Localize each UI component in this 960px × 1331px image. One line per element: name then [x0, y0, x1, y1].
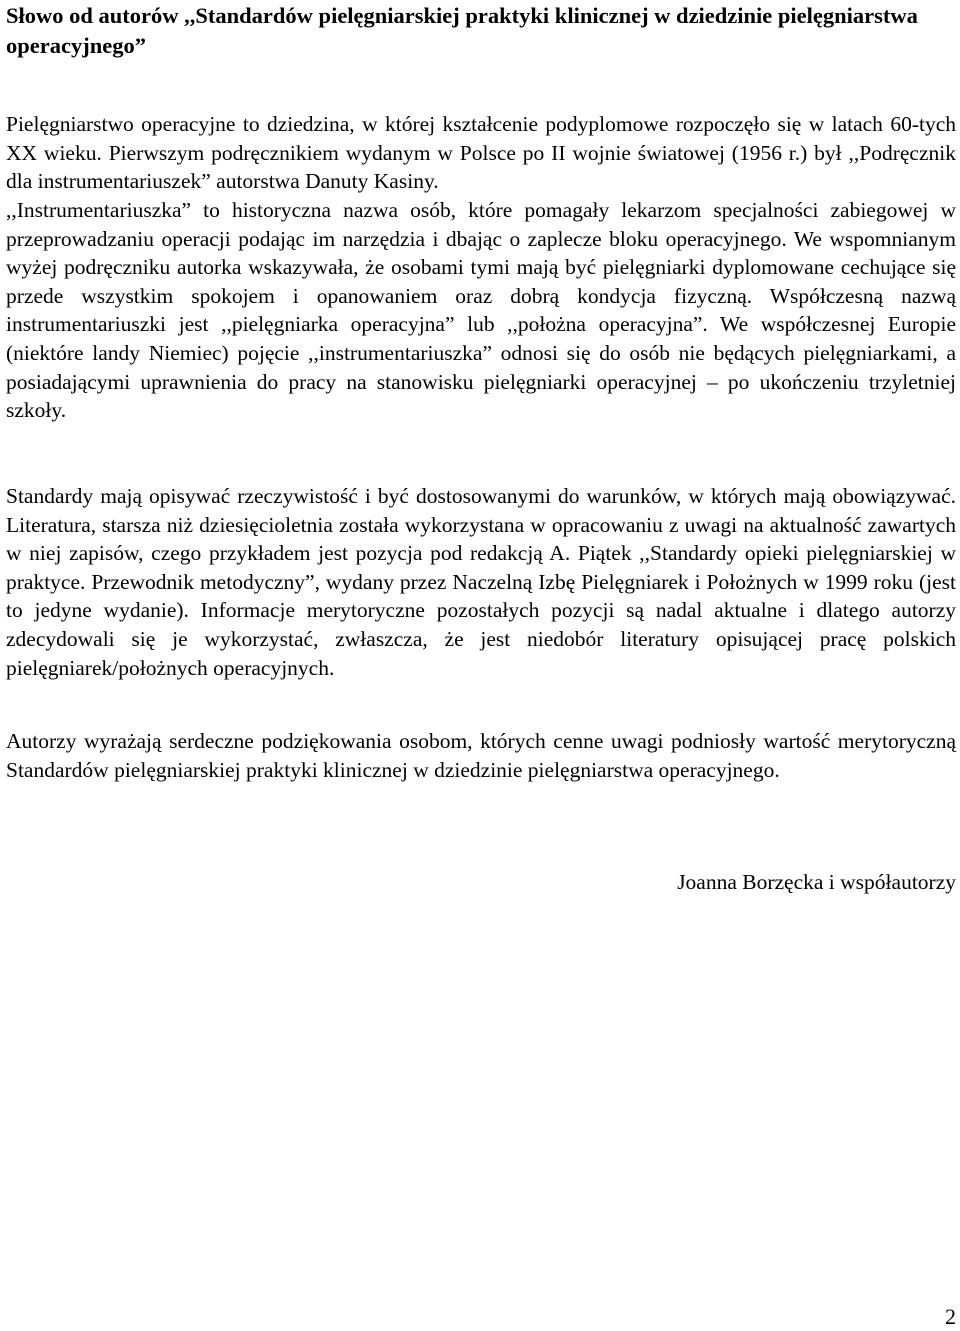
document-heading: Słowo od autorów ,,Standardów pielęgniarskiej praktyki klinicznej w dziedzinie pielęgniarstwa operacyjnego”: [6, 3, 918, 58]
paragraph-instrumentariuszka: ,,Instrumentariuszka” to historyczna nazwa osób, które pomagały lekarzom specjalności zabiegowej w przeprowadzaniu operacji podając im narzędzia i dbając o zaplecze bloku operacyjnego. We wspomnianym wyżej podręczniku autorka wskazywała, że osobami tymi mają być pielęgniarki dyplomowane cechujące się przede wszystkim spokojem i opanowaniem oraz dobrą kondycja fizyczną. Współczesną nazwą instrumentariuszki jest ,,pielęgniarka operacyjna” lub ,,położna operacyjna”. We współczesnej Europie (niektóre landy Niemiec) pojęcie ,,instrumentariuszka” odnosi się do osób nie będących pielęgniarkami, a posiadającymi uprawnienia do pracy na stanowisku pielęgniarki operacyjnej – po ukończeniu trzyletniej szkoły.: [6, 198, 956, 423]
signature: Joanna Borzęcka i współautorzy: [677, 870, 956, 894]
paragraph-acknowledgements: Autorzy wyrażają serdeczne podziękowania osobom, których cenne uwagi podniosły wartość merytoryczną Standardów pielęgniarskiej praktyki klinicznej w dziedzinie pielęgniarstwa operacyjnego.: [6, 729, 956, 782]
page-content: [6, 0, 956, 1329]
page-number: 2: [945, 1304, 956, 1329]
paragraph-standards: Standardy mają opisywać rzeczywistość i być dostosowanymi do warunków, w których mają obowiązywać. Literatura, starsza niż dziesięcioletnia została wykorzystana w opracowaniu z uwagi na aktualność zawartych w niej zapisów, czego przykładem jest pozycja pod redakcją A. Piątek ,,Standardy opieki pielęgniarskiej w praktyce. Przewodnik metodyczny”, wydany przez Naczelną Izbę Pielęgniarek i Położnych w 1999 roku (jest to jedyne wydanie). Informacje merytoryczne pozostałych pozycji są nadal aktualne i dlatego autorzy zdecydowali się je wykorzystać, zwłaszcza, że jest niedobór literatury opisującej pracę polskich pielęgniarek/położnych operacyjnych.: [6, 484, 956, 680]
paragraph-history: Pielęgniarstwo operacyjne to dziedzina, w której kształcenie podyplomowe rozpoczęło się w latach 60-tych XX wieku. Pierwszym podręcznikiem wydanym w Polsce po II wojnie światowej (1956 r.) był ,,Podręcznik dla instrumentariuszek” autorstwa Danuty Kasiny.: [6, 112, 956, 194]
